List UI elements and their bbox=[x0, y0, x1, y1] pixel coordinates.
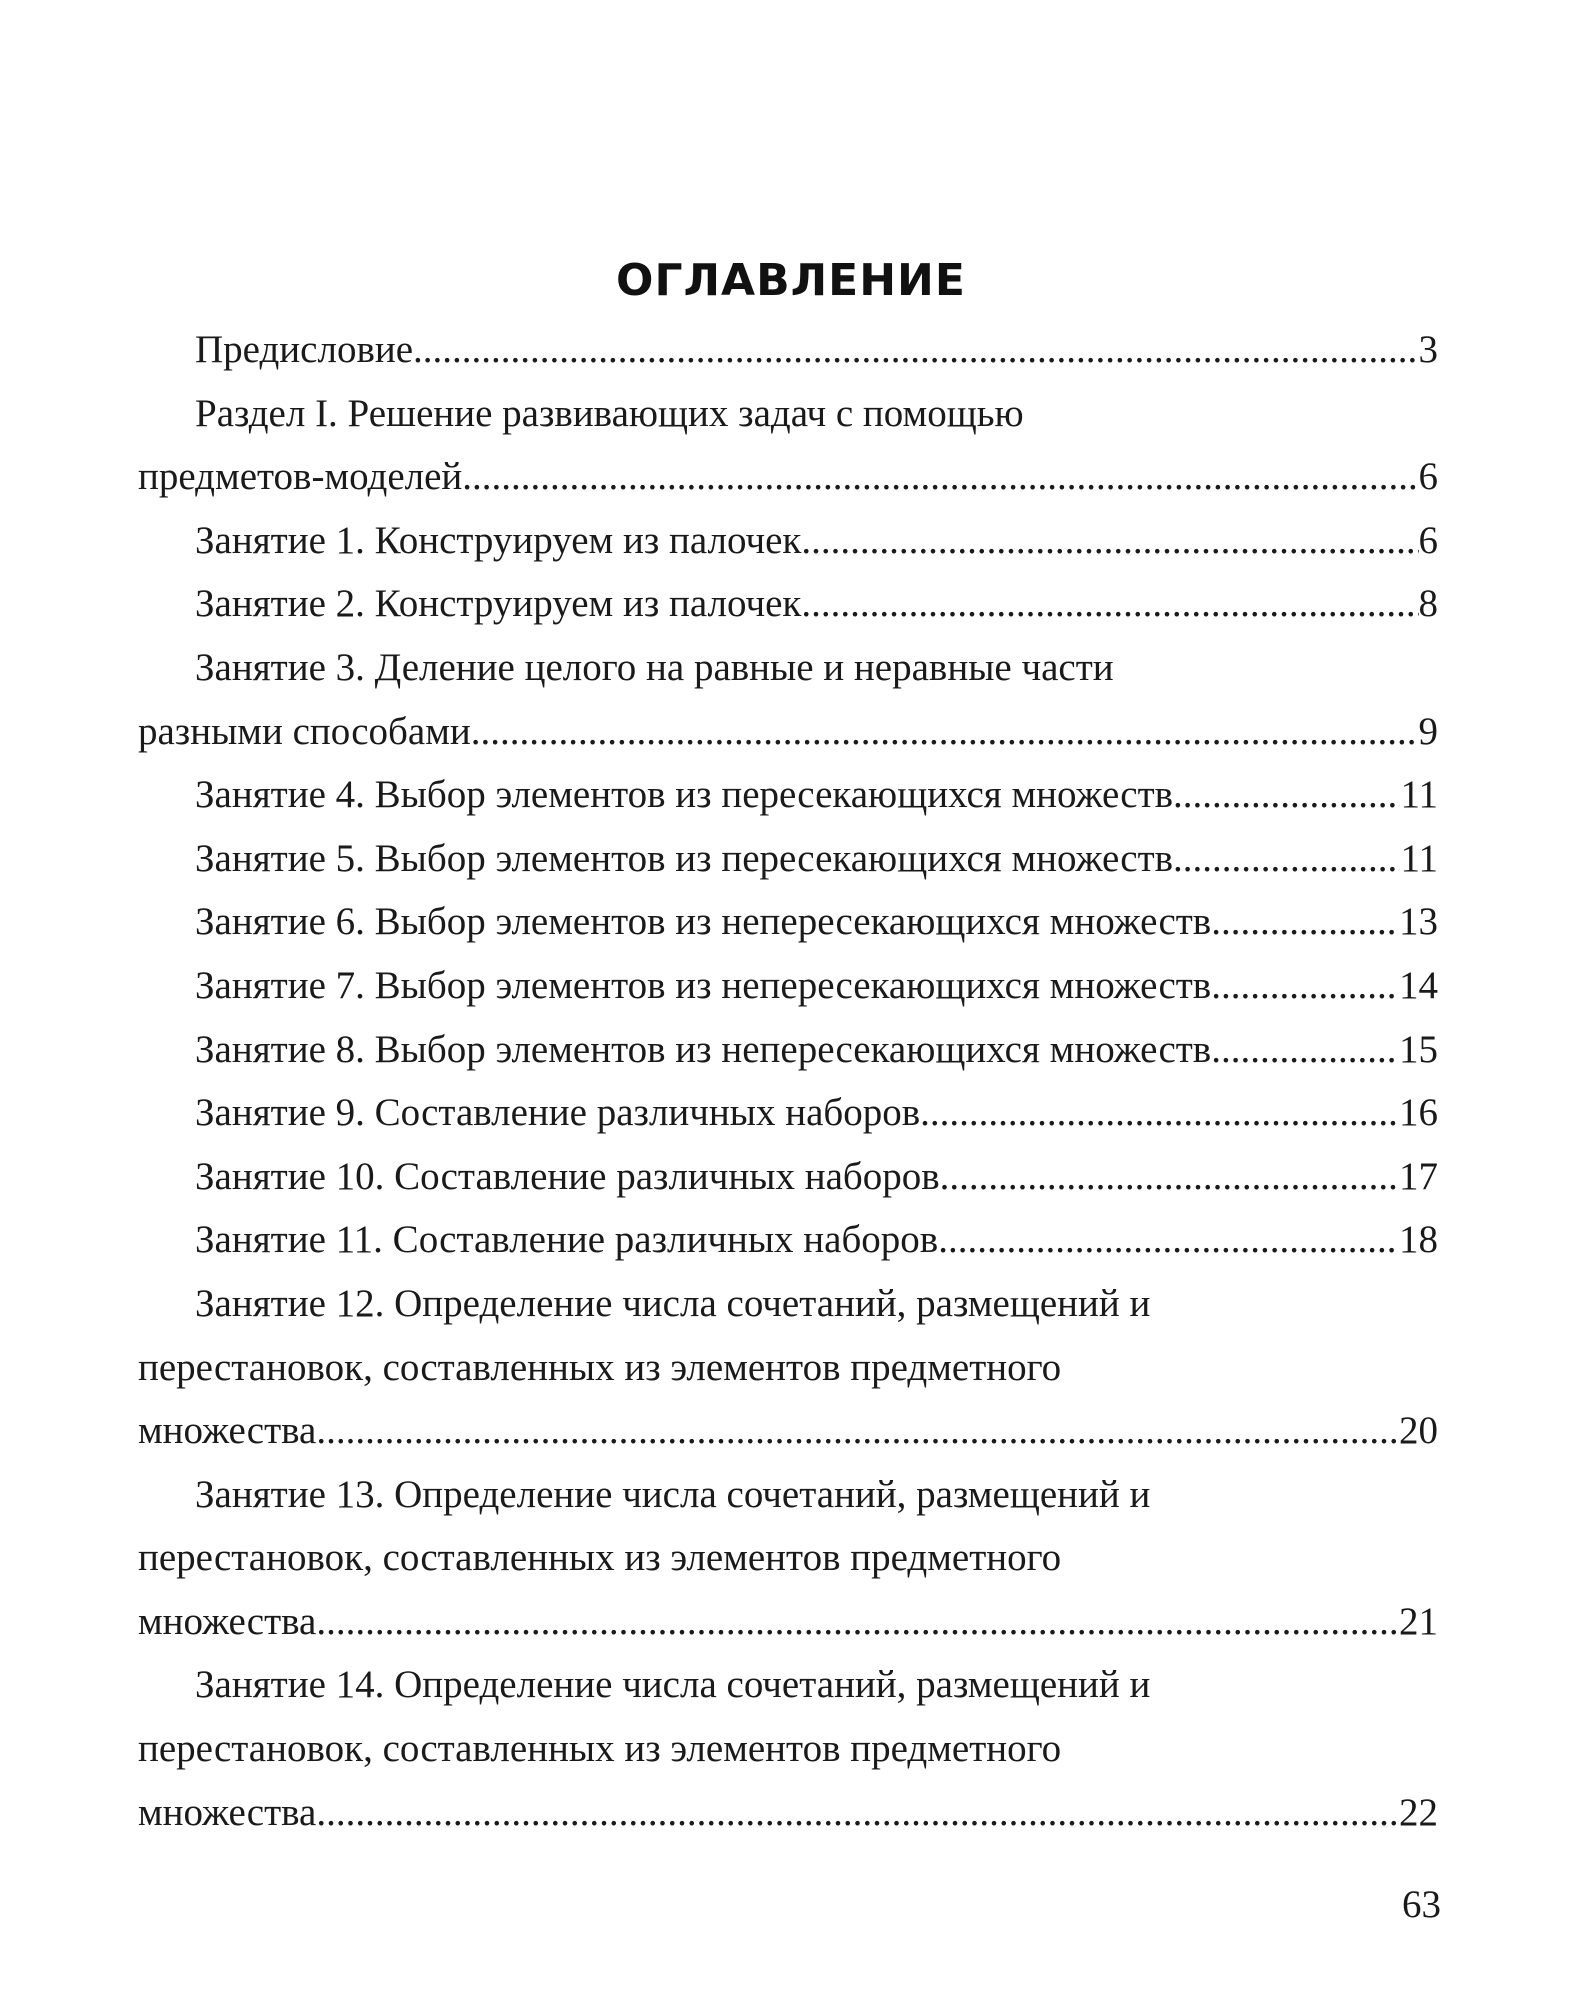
toc-entry-title: Занятие 6. Выбор элементов из непересекающихся множеств bbox=[195, 900, 1212, 944]
toc-entry-last-line bbox=[138, 700, 1438, 764]
dot-leader bbox=[316, 1590, 1399, 1654]
toc-entry bbox=[138, 890, 1438, 954]
toc-entry bbox=[138, 1018, 1438, 1082]
toc-entry-title: Занятие 9. Составление различных наборов bbox=[195, 1091, 921, 1135]
dot-leader bbox=[316, 1399, 1399, 1463]
toc-entry-title: множества bbox=[138, 1599, 317, 1643]
toc-entry bbox=[138, 827, 1438, 891]
toc-entry-line: Раздел I. Решение развивающих задач с помощью bbox=[195, 391, 1024, 435]
dot-leader bbox=[471, 700, 1419, 764]
dot-leader bbox=[1211, 1018, 1399, 1082]
toc-entry-page: 20 bbox=[1399, 1409, 1438, 1453]
toc-entry-page: 9 bbox=[1418, 709, 1438, 753]
dot-leader bbox=[1173, 763, 1400, 827]
toc-entry bbox=[138, 1145, 1438, 1209]
toc-entry bbox=[138, 954, 1438, 1018]
toc-entry-line: Занятие 12. Определение числа сочетаний, размещений и bbox=[195, 1281, 1151, 1325]
toc-entry-page: 11 bbox=[1400, 836, 1438, 880]
toc-entry-title: Занятие 8. Выбор элементов из непересекающихся множеств bbox=[195, 1027, 1212, 1071]
dot-leader bbox=[801, 572, 1418, 636]
toc-entry-title: разными способами bbox=[138, 709, 471, 753]
toc-entry-line: Занятие 14. Определение числа сочетаний, размещений и bbox=[195, 1663, 1151, 1707]
toc-entry-page: 22 bbox=[1399, 1790, 1438, 1834]
toc-entry-last-line bbox=[138, 509, 1438, 573]
toc-entry-page: 15 bbox=[1399, 1027, 1438, 1071]
toc-entry-title: Занятие 5. Выбор элементов из пересекающихся множеств bbox=[195, 836, 1174, 880]
toc-entry-last-line bbox=[138, 1590, 1438, 1654]
toc-entry-title: предметов-моделей bbox=[138, 455, 463, 499]
dot-leader bbox=[1173, 827, 1400, 891]
toc-entry-page: 13 bbox=[1399, 900, 1438, 944]
toc-entry-page: 3 bbox=[1418, 328, 1438, 371]
toc-entry-line: перестановок, составленных из элементов предметного bbox=[138, 1727, 1062, 1771]
toc-entry bbox=[138, 636, 1438, 763]
toc-entry-last-line bbox=[138, 890, 1438, 954]
toc-entry-page: 17 bbox=[1399, 1154, 1438, 1198]
toc-entry bbox=[138, 1272, 1438, 1463]
toc-entry-page: 14 bbox=[1399, 963, 1438, 1007]
toc-entry-last-line bbox=[138, 445, 1438, 509]
toc-entry-last-line bbox=[138, 954, 1438, 1018]
toc-entry-last-line bbox=[138, 318, 1438, 382]
table-of-contents bbox=[138, 318, 1438, 1844]
toc-entry bbox=[138, 572, 1438, 636]
toc-entry-title: Занятие 4. Выбор элементов из пересекающихся множеств bbox=[195, 773, 1174, 817]
dot-leader bbox=[1211, 890, 1399, 954]
toc-entry bbox=[138, 318, 1438, 382]
toc-entry-last-line bbox=[138, 763, 1438, 827]
toc-entry-line: перестановок, составленных из элементов предметного bbox=[138, 1345, 1062, 1389]
toc-entry bbox=[138, 382, 1438, 509]
toc-entry-last-line bbox=[138, 1399, 1438, 1463]
toc-entry-last-line bbox=[138, 1781, 1438, 1845]
toc-entry-title: Занятие 7. Выбор элементов из непересекающихся множеств bbox=[195, 963, 1212, 1007]
toc-entry-title: множества bbox=[138, 1409, 317, 1453]
dot-leader bbox=[940, 1145, 1399, 1209]
toc-entry-page: 21 bbox=[1399, 1599, 1438, 1643]
toc-entry bbox=[138, 1653, 1438, 1844]
toc-entry-last-line bbox=[138, 1081, 1438, 1145]
toc-entry-page: 6 bbox=[1418, 518, 1438, 562]
toc-entry-page: 8 bbox=[1418, 582, 1438, 626]
toc-entry-title: Предисловие bbox=[195, 328, 414, 371]
toc-entry-last-line bbox=[138, 572, 1438, 636]
toc-entry-title: множества bbox=[138, 1790, 317, 1834]
toc-entry-line: Занятие 3. Деление целого на равные и неравные части bbox=[195, 645, 1114, 689]
toc-entry-last-line bbox=[138, 1145, 1438, 1209]
dot-leader bbox=[316, 1781, 1399, 1845]
toc-entry-title: Занятие 11. Составление различных наборов bbox=[195, 1218, 939, 1262]
toc-entry-page: 11 bbox=[1400, 773, 1438, 817]
toc-entry bbox=[138, 509, 1438, 573]
toc-entry-page: 16 bbox=[1399, 1091, 1438, 1135]
dot-leader bbox=[938, 1208, 1399, 1272]
toc-entry bbox=[138, 1081, 1438, 1145]
toc-entry-page: 18 bbox=[1399, 1218, 1438, 1262]
page-title: ОГЛАВЛЕНИЕ bbox=[616, 255, 966, 306]
toc-entry-last-line bbox=[138, 1208, 1438, 1272]
toc-entry bbox=[138, 763, 1438, 827]
dot-leader bbox=[1211, 954, 1399, 1018]
toc-entry-last-line bbox=[138, 827, 1438, 891]
toc-entry-page: 6 bbox=[1418, 455, 1438, 499]
toc-entry-line: перестановок, составленных из элементов предметного bbox=[138, 1536, 1062, 1580]
dot-leader bbox=[801, 509, 1418, 573]
dot-leader bbox=[462, 445, 1418, 509]
toc-entry-line: Занятие 13. Определение числа сочетаний, размещений и bbox=[195, 1472, 1151, 1516]
page-number: 63 bbox=[1402, 1883, 1441, 1926]
toc-entry bbox=[138, 1208, 1438, 1272]
toc-entry-title: Занятие 10. Составление различных наборов bbox=[195, 1154, 940, 1198]
toc-entry-title: Занятие 1. Конструируем из палочек bbox=[195, 518, 802, 562]
toc-entry bbox=[138, 1463, 1438, 1654]
dot-leader bbox=[920, 1081, 1399, 1145]
dot-leader bbox=[413, 318, 1418, 382]
toc-entry-title: Занятие 2. Конструируем из палочек bbox=[195, 582, 802, 626]
toc-entry-last-line bbox=[138, 1018, 1438, 1082]
